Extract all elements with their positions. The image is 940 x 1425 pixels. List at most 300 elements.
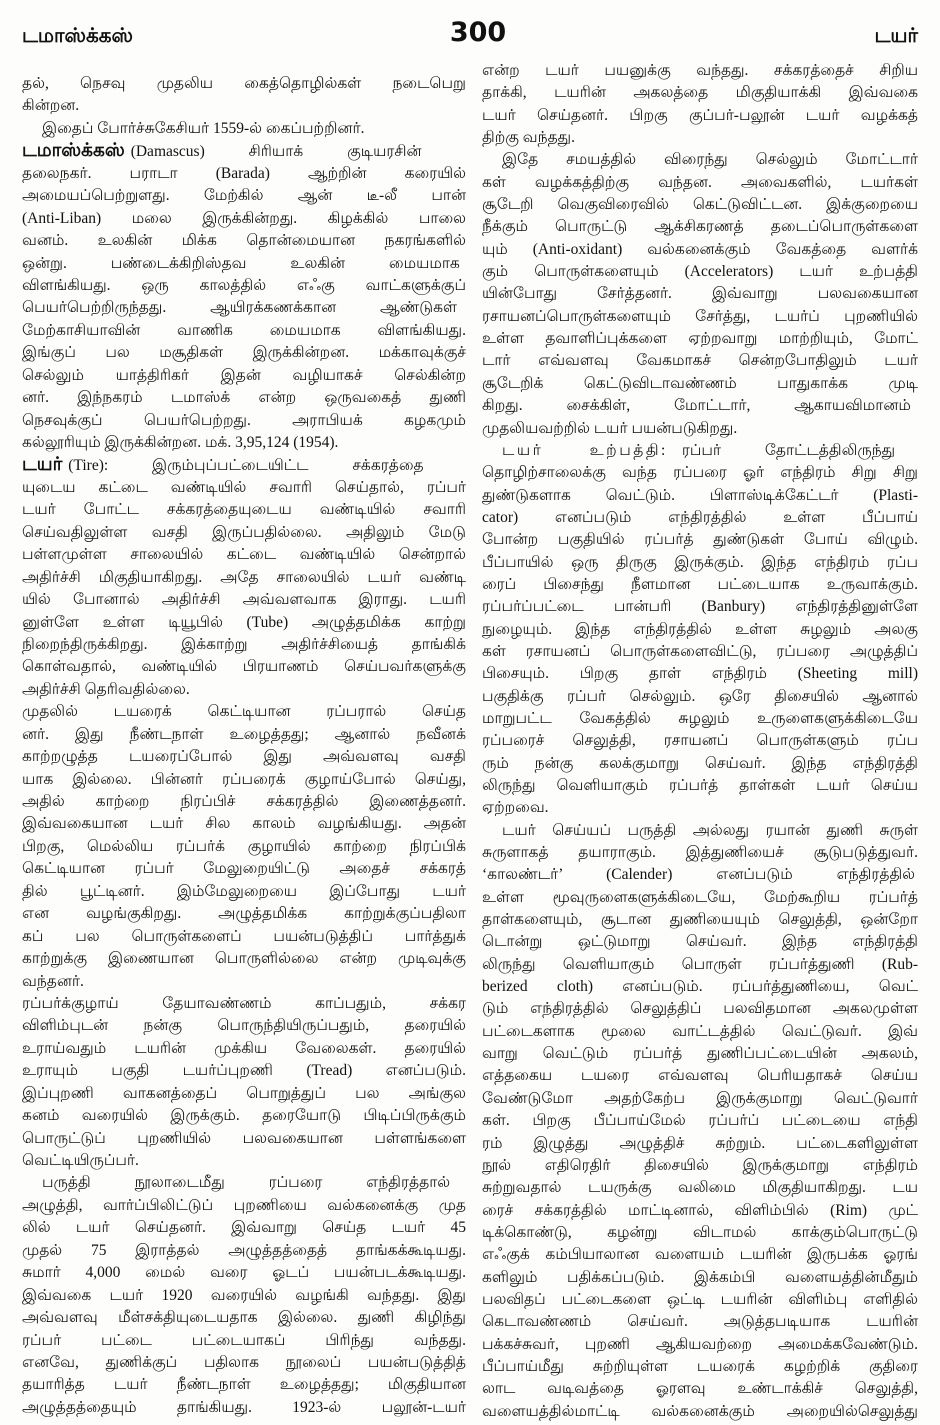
line-text: வனம். உலகின் மிக்க தொன்மையான நகரங்களில்: [22, 232, 466, 250]
text-line-content: [482, 909, 918, 931]
text-line-content: [482, 1200, 918, 1222]
text-line: [22, 1374, 466, 1396]
text-line-content: [482, 1177, 918, 1199]
line-text: நிறைந்திருக்கிறது. இக்காற்று அதிர்ச்சியைத் தாங்கிக்: [22, 635, 466, 653]
text-line-content: [482, 1065, 918, 1087]
text-line-content: [22, 881, 466, 903]
text-line: [482, 462, 918, 484]
text-line-content: [22, 1038, 466, 1060]
paragraph: [22, 73, 466, 118]
text-line: [482, 596, 918, 618]
text-line: [482, 842, 918, 864]
text-line: [22, 1105, 466, 1127]
line-text: கெடாவண்ணம் செய்வர். அடுத்தபடியாக டயரின்: [482, 1313, 918, 1331]
text-line: [482, 507, 918, 529]
text-line: [482, 395, 918, 417]
line-text: காற்றழுத்த டயரைப்போல் இது அவ்வளவு வசதி: [22, 748, 466, 766]
subsection-heading: டயர் உற்பத்தி:: [502, 441, 668, 459]
text-line-content: [482, 931, 918, 953]
text-line-content: [482, 261, 918, 283]
text-line-content: [502, 440, 895, 462]
line-text: தொழிற்சாலைக்கு வந்த ரப்பரை ஓர் எந்திரம் சிறு சிறு: [482, 464, 918, 482]
line-text: கள் ரசாயனப் பொருள்களைவிட்டு, ரப்பரை அழுத்திப்: [482, 642, 918, 660]
text-line-content: [22, 1217, 466, 1239]
text-line-content: [482, 216, 918, 238]
line-text: கும் பொருள்களையும் (Accelerators) டயர் உற்பத்தி: [482, 263, 918, 281]
text-line: [482, 350, 918, 372]
text-line: [482, 82, 918, 104]
text-line: [22, 73, 466, 95]
text-line-content: [482, 105, 918, 127]
line-text: மேற்காசியாவின் வாணிக மையமாக விளங்கியது.: [22, 321, 466, 339]
text-line: [22, 858, 466, 880]
text-line-content: [482, 775, 918, 797]
text-line-content: [482, 976, 918, 998]
text-line-content: [482, 127, 575, 149]
text-line-content: [22, 432, 338, 454]
line-text: போன்ற பகுதியில் ரப்பர்த் துண்டுகள் போய் விழும்.: [482, 531, 918, 549]
text-line-content: [482, 1088, 918, 1110]
line-text: டயர் செய்யப் பருத்தி அல்லது ரயான் துணி சுருள்: [502, 821, 918, 839]
line-text: னர். இது நீண்டநாள் உழைத்தது; ஆனால் நவீனக்: [22, 725, 466, 743]
text-line-content: [22, 454, 424, 476]
text-line-content: [482, 574, 918, 596]
text-line-content: [22, 1262, 466, 1284]
text-line-content: [42, 118, 364, 140]
line-text: முதலில் டயரைக் கெட்டியான ரப்பரால் செய்த: [22, 703, 466, 721]
line-text: பீப்பாயில் ஒரு திருகு இருக்கும். இந்த எந்திரம் ரப்ப: [482, 553, 918, 571]
text-line-content: [482, 462, 918, 484]
text-line: [482, 1043, 918, 1065]
line-text: பக்கச்சுவர், புறணி ஆகியவற்றை அமைக்கவேண்டும்.: [482, 1335, 918, 1353]
line-text: லிருந்து வெளியாகும் ரப்பர்த் தாள்கள் டயர் செய்ய: [482, 777, 918, 794]
text-line-content: [482, 1356, 918, 1378]
line-text: ரப்பர் பட்டை பட்டையாகப் பிரிந்து வந்தது.: [22, 1331, 466, 1349]
line-text: அழுத்தி, வார்ப்பிலிட்டுப் புறணியை வல்கனைக்கு முத: [22, 1196, 466, 1214]
line-text: இப்புறணி வாகனத்தைப் பொறுத்துப் பல அங்குல: [22, 1084, 466, 1102]
line-text: கின்றன.: [22, 97, 80, 115]
text-line: [482, 1021, 918, 1043]
text-line-content: [482, 1222, 918, 1244]
text-line: [22, 567, 466, 589]
text-line-content: [482, 1311, 918, 1333]
line-text: எத்தகைய டயரை எவ்வளவு பெரியதாகச் செய்ய: [482, 1067, 918, 1085]
text-line: [482, 485, 918, 507]
text-line-content: [22, 1060, 466, 1082]
text-line-content: [482, 842, 918, 864]
subsection-paragraph: [482, 440, 918, 820]
text-line: [22, 1330, 466, 1352]
text-line: [22, 656, 466, 678]
text-line: [482, 708, 918, 730]
line-text: ரைச் சக்கரத்தில் மாட்டினால், விளிம்பில் (Rim) முட்: [482, 1201, 918, 1219]
text-line-content: [502, 149, 918, 171]
header-left-guide-word: டமாஸ்க்கஸ்: [22, 23, 134, 47]
line-text: ரப்பரைச் செலுத்தி, ரசாயனப் பொருள்களும் ரப்ப: [482, 732, 918, 750]
line-text: வேண்டுமோ அதற்கேற்ப இருக்குமாறு வெட்டுவார்: [482, 1089, 918, 1107]
text-line-content: [22, 297, 457, 319]
entry-headword: டமாஸ்க்கஸ்: [22, 140, 125, 162]
text-line: [482, 1311, 918, 1333]
line-text: பகுதிக்கு ரப்பர் செல்லும். ஒரே திசையில் ஆனால்: [482, 687, 918, 705]
line-text: அமையப்பெற்றுளது. மேற்கில் ஆன் டீ-லீ பான்: [22, 187, 466, 205]
text-line-content: [22, 679, 190, 701]
text-line-content: [22, 971, 84, 993]
text-line: [22, 1397, 466, 1419]
line-text: திற்கு வந்தது.: [482, 129, 575, 147]
text-line: [482, 1356, 918, 1378]
text-line: [22, 1083, 466, 1105]
text-line: [22, 297, 466, 319]
text-line: [22, 1262, 466, 1284]
line-text: சூடேறி வெகுவிரைவில் கெட்டுவிட்டன. இக்குறையை: [482, 196, 918, 214]
text-line-content: [22, 1352, 466, 1374]
text-line-content: [482, 619, 918, 641]
line-text: பட்டைகளாக மூலை வாட்டத்தில் வெட்டுவர். இவ்: [482, 1022, 918, 1040]
text-line: [482, 172, 918, 194]
text-line: [482, 820, 918, 842]
text-line: [482, 194, 918, 216]
line-text: லில் டயர் செய்தனர். இவ்வாறு செய்த டயர் 45: [22, 1219, 466, 1237]
text-line-content: [482, 1267, 918, 1289]
text-line: [482, 306, 918, 328]
text-line-content: [22, 769, 466, 791]
text-line-content: [482, 1289, 918, 1311]
line-text: னர். இந்நகரம் டமாஸ்க் என்ற ஒருவகைத் துணி: [22, 389, 466, 407]
line-text: வாறு வெட்டும் ரப்பர்த் துணிப்பட்டையின் அகலம்,: [482, 1045, 918, 1063]
text-line: [482, 261, 918, 283]
text-line-content: [482, 797, 549, 819]
text-line: [22, 1172, 466, 1194]
text-line-content: [22, 387, 466, 409]
text-line-content: [22, 724, 466, 746]
line-text: சூடேறிக் கெட்டுவிடாவண்ணம் பாதுகாக்க முடி: [482, 374, 918, 392]
text-line-content: [22, 320, 466, 342]
line-text: யாக இல்லை. பின்னர் ரப்பரைக் குழாய்போல் செய்து,: [22, 770, 466, 788]
line-text: அதிர்ச்சி மிகுதியாகிறது. அதே சாலையில் டயர் வண்டி: [22, 568, 466, 586]
entry-paragraph: [22, 140, 466, 454]
text-line: [482, 1110, 918, 1132]
line-text: ஒன்று. பண்டைக்கிறிஸ்தவ உலகின் மையமாக: [22, 254, 460, 272]
text-line: [482, 574, 918, 596]
text-line: [482, 887, 918, 909]
text-line: [22, 971, 466, 993]
text-line: [22, 724, 466, 746]
line-text: னுள்ளே உள்ள டியூபில் (Tube) அழுத்தமிக்க காற்று: [22, 613, 466, 631]
line-text: (Anti-Liban) மலை இருக்கின்றது. கிழக்கில் பாலை: [22, 209, 466, 227]
text-line-content: [22, 993, 466, 1015]
text-line-content: [482, 641, 918, 663]
line-text: மாறுபட்ட வேகத்தில் சுழலும் உருளைகளுக்கிடையே: [482, 709, 918, 727]
text-line-content: [482, 663, 918, 685]
line-text: அழுத்தத்தையும் தாங்கியது. 1923-ல் பலூன்-டயர்: [22, 1398, 466, 1416]
text-line: [22, 791, 466, 813]
text-line: [22, 746, 466, 768]
text-line: [482, 976, 918, 998]
line-text: யும் (Anti-oxidant) வல்கனைக்கும் வேகத்தை வளர்க்: [482, 240, 918, 258]
text-line-content: [22, 1285, 466, 1307]
line-text: berized cloth) எனப்படும். ரப்பர்த்துணியை, வெட்: [482, 978, 918, 996]
text-line-content: [22, 791, 466, 813]
line-text: பிறகு, மெல்லிய ரப்பர்க் குழாயில் காற்றை நிரப்பிக்: [22, 837, 466, 855]
text-line: [22, 679, 466, 701]
line-text: சுற்றுவதால் டயருக்கு வலிமை மிகுதியாகிறது. டய: [482, 1179, 918, 1197]
text-line: [22, 1217, 466, 1239]
line-text: விளங்கியது. ஒரு காலத்தில் எஃகு வாட்களுக்குப்: [22, 276, 466, 294]
paragraph: [482, 820, 918, 1423]
text-line-content: [22, 813, 466, 835]
header-right-guide-word: டயர்: [874, 23, 918, 47]
line-text: என வழங்குகிறது. அழுத்தமிக்க காற்றுக்குப்பதிலா: [22, 905, 466, 923]
line-text: உள்ள மூவுருளைகளுக்கிடையே, மேற்கூறிய ரப்பர்த்: [482, 888, 918, 906]
text-line-content: [482, 194, 918, 216]
paragraph: [22, 118, 466, 140]
line-text: நூல் எதிரெதிர் திசையில் இருக்குமாறு எந்திரம்: [482, 1156, 918, 1174]
text-line-content: [22, 230, 466, 252]
line-text: தில் பூட்டினர். இம்மேலுறையை இப்போது டயர்: [22, 882, 466, 900]
line-text: கொள்வதால், வண்டியில் பிரயாணம் செய்பவர்களுக்கு: [22, 658, 466, 676]
line-text: துண்டுகளாக வெட்டும். பிளாஸ்டிக்கேட்டர் (Plasti-: [482, 486, 918, 504]
text-line: [22, 769, 466, 791]
line-text: நீக்கும் பொருட்டு ஆக்சிகரணத் தடைப்பொருள்களை: [482, 218, 918, 236]
text-line: [482, 931, 918, 953]
text-line-content: [482, 708, 918, 730]
text-line-content: [22, 836, 466, 858]
line-text: கள் வழக்கத்திற்கு வந்தன. அவைகளில், டயர்கள்: [482, 173, 918, 191]
line-text: அவ்வளவு மீள்சக்தியுடையதாக இல்லை. துணி கிழிந்து: [22, 1309, 466, 1327]
line-text: நுழையும். இந்த எந்திரத்தில் உள்ள சுழலும் அலகு: [482, 620, 918, 638]
text-line-content: [482, 998, 918, 1020]
text-line: [482, 1088, 918, 1110]
text-line-content: [482, 1334, 918, 1356]
text-line: [22, 589, 466, 611]
text-line: [482, 954, 918, 976]
line-text: எனவே, துணிக்குப் பதிலாக நூலைப் பயன்படுத்தித்: [22, 1353, 466, 1371]
line-text: பிசையும். பிறகு தாள் எந்திரம் (Sheeting mill): [482, 665, 918, 683]
text-line: [482, 1065, 918, 1087]
text-line-content: [22, 1195, 466, 1217]
text-line: [482, 328, 918, 350]
line-text: களிலும் பதிக்கப்படும். இக்கம்பி வளையத்தின்மீதும்: [482, 1268, 918, 1286]
line-text: இங்குப் பல மசூதிகள் இருக்கின்றன. மக்காவுக்குச்: [22, 344, 466, 362]
text-line-content: [482, 418, 737, 440]
text-line: [482, 775, 918, 797]
text-line: [482, 909, 918, 931]
text-line-content: [482, 730, 918, 752]
line-text: முதல் 75 இராத்தல் அழுத்தத்தைத் தாங்கக்கூடியது.: [22, 1241, 466, 1259]
text-line: [482, 1289, 918, 1311]
line-text: என்ற டயர் பயனுக்கு வந்தது. சக்கரத்தைச் சிறிய: [482, 62, 918, 79]
text-line-content: [22, 1307, 466, 1329]
text-line: [482, 418, 918, 440]
text-line-content: [482, 283, 918, 305]
line-text: விளிம்புடன் நன்கு பொருந்தியிருப்பதும், தரையில்: [22, 1017, 466, 1035]
text-line-content: [482, 954, 918, 976]
line-text: பலவிதப் பட்டைகளை ஒட்டி டயரின் விளிம்பு எளிதில்: [482, 1290, 918, 1308]
right-column: [482, 60, 918, 1423]
text-line: [22, 948, 466, 970]
line-text: காற்றுக்கு இணையான பொருளில்லை என்ற முடிவுக்கு: [22, 950, 466, 968]
text-line: [22, 454, 466, 476]
line-text: இதைப் போர்ச்சுகேசியர் 1559-ல் கைப்பற்றினர்.: [42, 119, 365, 137]
text-line-content: [22, 1150, 139, 1172]
text-line: [482, 239, 918, 261]
text-line-content: [482, 1043, 918, 1065]
text-line-content: [22, 1015, 466, 1037]
text-line: [22, 365, 466, 387]
text-line: [22, 881, 466, 903]
line-text: அதில் காற்றை நிரப்பிச் சக்கரத்தில் இணைத்தனர்.: [22, 793, 466, 810]
text-line-content: [22, 163, 466, 185]
text-line: [22, 634, 466, 656]
text-line: [482, 753, 918, 775]
line-text: தாக்கி, டயரின் அகலத்தை மிகுதியாக்கி இவ்வகை: [482, 84, 918, 102]
text-line: [482, 730, 918, 752]
text-line-content: [482, 306, 918, 328]
text-line-content: [22, 612, 466, 634]
text-line: [22, 813, 466, 835]
text-line-content: [22, 253, 460, 275]
line-text: லாட வடிவத்தை ஓரளவு உண்டாக்கிச் செலுத்தி,: [482, 1380, 918, 1398]
text-line-content: [482, 239, 918, 261]
text-line-content: [22, 499, 466, 521]
text-line: [22, 612, 466, 634]
text-line-content: [482, 686, 918, 708]
text-line: [482, 1133, 918, 1155]
text-line: [22, 701, 466, 723]
line-text: இவ்வகையான டயர் சில காலம் வழங்கியது. அதன்: [22, 815, 466, 833]
text-line: [482, 1378, 918, 1400]
text-line-content: [482, 529, 918, 551]
text-line: [22, 387, 466, 409]
text-line: [22, 95, 466, 117]
line-text: ரப்பர்க்குழாய் தேயாவண்ணம் காப்பதும், சக்கர: [22, 994, 466, 1012]
line-text: பெயர்பெற்றிருந்தது. ஆயிரக்கணக்கான ஆண்டுகள்: [22, 299, 458, 317]
line-text: உள்ள தவாளிப்புக்களை ஏற்றவாறு மாற்றியும், மோட்: [482, 330, 918, 348]
text-line: [482, 1244, 918, 1266]
text-line: [22, 1195, 466, 1217]
text-line: [22, 1128, 466, 1150]
text-line: [482, 552, 918, 574]
text-line: [22, 926, 466, 948]
text-line-content: [482, 507, 918, 529]
line-text: பீப்பாய்மீது சுற்றியுள்ள டயரைக் கழற்றிக் குதிரை: [482, 1357, 918, 1375]
line-text: ரைப் பிசைந்து நீளமான பட்டையாக உருவாக்கும்.: [482, 575, 918, 593]
text-line: [482, 127, 918, 149]
text-line: [22, 522, 466, 544]
text-line: [22, 1150, 466, 1172]
line-text: யில் போனால் அதிர்ச்சி அவ்வளவாக இராது. டயரி: [22, 591, 466, 609]
line-text: பள்ளமுள்ள சாலையில் கட்டை வண்டியில் சென்றால்: [22, 546, 466, 564]
text-line-content: [482, 887, 918, 909]
text-line: [22, 477, 466, 499]
paragraph: [22, 993, 466, 1173]
text-line: [22, 544, 466, 566]
text-line-content: [22, 365, 466, 387]
text-line-content: [22, 140, 422, 162]
text-line-content: [22, 1128, 466, 1150]
text-line: [22, 1015, 466, 1037]
text-line-content: [22, 1083, 466, 1105]
text-line: [22, 163, 466, 185]
line-text: முதலியவற்றில் டயர் பயன்படுகிறது.: [482, 419, 738, 437]
text-line-content: [22, 73, 466, 95]
paragraph: [22, 701, 466, 993]
text-line-content: [42, 1172, 450, 1194]
line-text: ரும் நன்கு கலக்குமாறு செய்வர். இந்த எந்திரத்தி: [482, 754, 918, 772]
text-line: [482, 998, 918, 1020]
line-text: (Damascus) சிரியாக் குடியரசின்: [130, 143, 422, 161]
text-line: [482, 1177, 918, 1199]
line-text: பொருட்டுப் புறணியில் பலவகையான பள்ளங்களை: [22, 1129, 466, 1147]
text-line: [22, 253, 466, 275]
line-text: டார் எவ்வளவு வேகமாகச் சென்றபோதிலும் டயர்: [482, 352, 918, 370]
text-line: [482, 1334, 918, 1356]
entry-paragraph: [22, 454, 466, 701]
text-line: [482, 1267, 918, 1289]
text-line-content: [22, 701, 466, 723]
line-text: கனம் வரையில் இருக்கும். தரையோடு பிடிப்பிருக்கும்: [22, 1107, 466, 1125]
text-line: [22, 342, 466, 364]
line-text: சுமார் 4,000 மைல் வரை ஓடப் பயன்படக்கூடியது.: [22, 1264, 466, 1282]
line-text: செய்வதிலுள்ள வசதி இருப்பதில்லை. அதிலும் மேடு: [22, 523, 466, 541]
line-text: யின்போது சேர்த்தனர். இவ்வாறு பலவகையான: [482, 285, 918, 303]
text-line: [22, 410, 466, 432]
line-text: டொன்று ஒட்டுமாறு செய்வர். இந்த எந்திரத்தி: [482, 933, 918, 951]
text-line: [482, 283, 918, 305]
text-line: [22, 1038, 466, 1060]
text-line: [482, 1200, 918, 1222]
text-line: [482, 619, 918, 641]
entry-headword: டயர்: [22, 454, 63, 476]
line-text: இவ்வகை டயர் 1920 வரையில் வழங்கி வந்தது. இது: [22, 1286, 466, 1304]
line-text: தலைநகர். பராடா (Barada) ஆற்றின் கரையில்: [22, 164, 466, 182]
text-line-content: [22, 477, 466, 499]
text-line-content: [482, 1110, 918, 1132]
text-line: [482, 1222, 918, 1244]
line-text: cator) எனப்படும் எந்திரத்தில் உள்ள பீப்பாய்: [482, 508, 918, 526]
text-line-content: [22, 858, 466, 880]
line-text: ரப்பர்ப்பட்டை பான்பரி (Banbury) எந்திரத்தினுள்ளே: [482, 598, 918, 616]
text-line-content: [22, 522, 466, 544]
text-line-content: [482, 373, 918, 395]
line-text: டயர் செய்தனர். பிறகு குப்பர்-பலூன் டயர் வழக்கத்: [482, 106, 918, 124]
text-line-content: [22, 1374, 466, 1396]
text-line: [482, 60, 918, 82]
line-text: யுடைய கட்டை வண்டியில் சவாரி செய்தால், ரப்பர்: [22, 478, 466, 496]
text-line: [482, 864, 918, 886]
text-line: [482, 216, 918, 238]
text-line-content: [482, 1378, 918, 1400]
text-line-content: [482, 395, 911, 417]
line-text: டும் எந்திரத்தில் செலுத்திப் பலவிதமான அகலமுள்ள: [482, 1000, 918, 1018]
line-text: உராயும் பகுதி டயர்ப்புறணி (Tread) எனப்படும்.: [22, 1062, 466, 1080]
text-line-content: [22, 1330, 466, 1352]
text-line-content: [22, 567, 466, 589]
text-line: [482, 663, 918, 685]
text-line-content: [22, 1105, 466, 1127]
text-line-content: [482, 1021, 918, 1043]
paragraph: [22, 1172, 466, 1419]
text-line: [22, 836, 466, 858]
line-text: எஃகுக் கம்பியாலான வளையம் டயரின் இருபக்க ஓரங்: [482, 1246, 918, 1264]
line-text: வளையத்தில்மாட்டி வல்கனைக்கும் அறையில்செலுத்து: [482, 1402, 918, 1420]
text-line: [22, 1352, 466, 1374]
line-text: செல்லும் யாத்திரிகர் இதன் வழியாகச் செல்கின்ற: [22, 366, 466, 384]
line-text: ரம் இழுத்து அழுத்திச் சுற்றும். பட்டைகளிலுள்ள: [482, 1134, 918, 1152]
line-text: வந்தனர்.: [22, 972, 84, 990]
text-line-content: [482, 485, 918, 507]
